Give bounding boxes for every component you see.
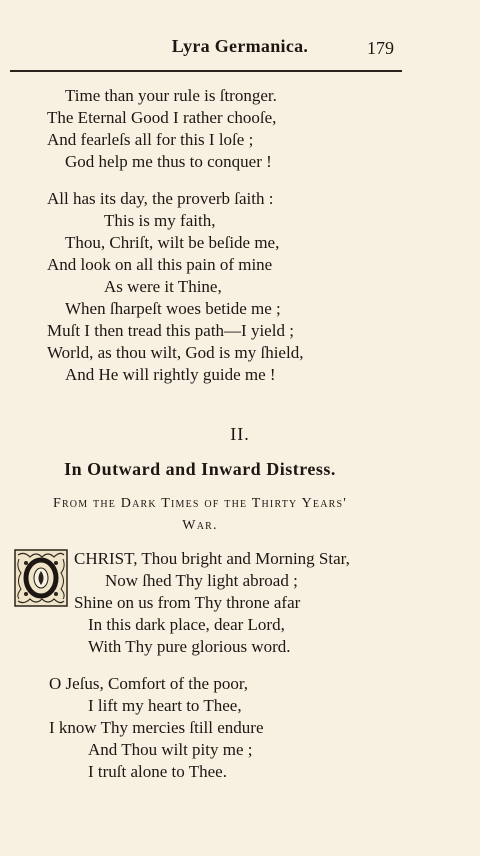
- hymn-subtitle: War.: [182, 518, 218, 533]
- verse-line: As were it Thine,: [104, 277, 222, 296]
- verse-line: Now ſhed Thy light abroad ;: [105, 571, 298, 590]
- verse-line: This is my faith,: [104, 211, 216, 230]
- verse-line: Thou, Chriſt, wilt be beſide me,: [65, 233, 280, 252]
- verse-line: I lift my heart to Thee,: [88, 696, 242, 715]
- verse-line: World, as thou wilt, God is my ſhield,: [47, 343, 304, 362]
- verse-line: I truſt alone to Thee.: [88, 762, 227, 781]
- verse-line: O Jeſus, Comfort of the poor,: [49, 674, 249, 693]
- verse-line: When ſharpeſt woes betide me ;: [65, 299, 281, 318]
- hymn-title: In Outward and Inward Distress.: [64, 459, 336, 479]
- verse-line: With Thy pure glorious word.: [88, 637, 291, 656]
- verse-line: I know Thy mercies ſtill endure: [49, 718, 264, 737]
- verse-line: And He will rightly guide me !: [65, 365, 276, 384]
- verse-line: The Eternal Good I rather chooſe,: [47, 108, 277, 127]
- ornamental-initial-icon: [14, 549, 68, 607]
- page-number: 179: [367, 38, 394, 58]
- verse-line: And fearleſs all for this I loſe ;: [47, 130, 254, 149]
- section-number: II.: [230, 424, 250, 444]
- verse-line: And Thou wilt pity me ;: [88, 740, 253, 759]
- verse-line: And look on all this pain of mine: [47, 255, 273, 274]
- header-rule: [10, 70, 402, 72]
- verse-line: All has its day, the proverb ſaith :: [47, 189, 274, 208]
- verse-line: Shine on us from Thy throne afar: [74, 593, 301, 612]
- verse-line: God help me thus to conquer !: [65, 152, 272, 171]
- verse-line: Time than your rule is ſtronger.: [65, 86, 277, 105]
- verse-line: In this dark place, dear Lord,: [88, 615, 285, 634]
- verse-line: Muſt I then tread this path—I yield ;: [47, 321, 294, 340]
- book-title: Lyra Germanica.: [171, 36, 309, 56]
- verse-line: CHRIST, Thou bright and Morning Star,: [74, 549, 350, 568]
- running-head: [0, 34, 480, 64]
- hymn-subtitle: From the Dark Times of the Thirty Years': [52, 496, 348, 511]
